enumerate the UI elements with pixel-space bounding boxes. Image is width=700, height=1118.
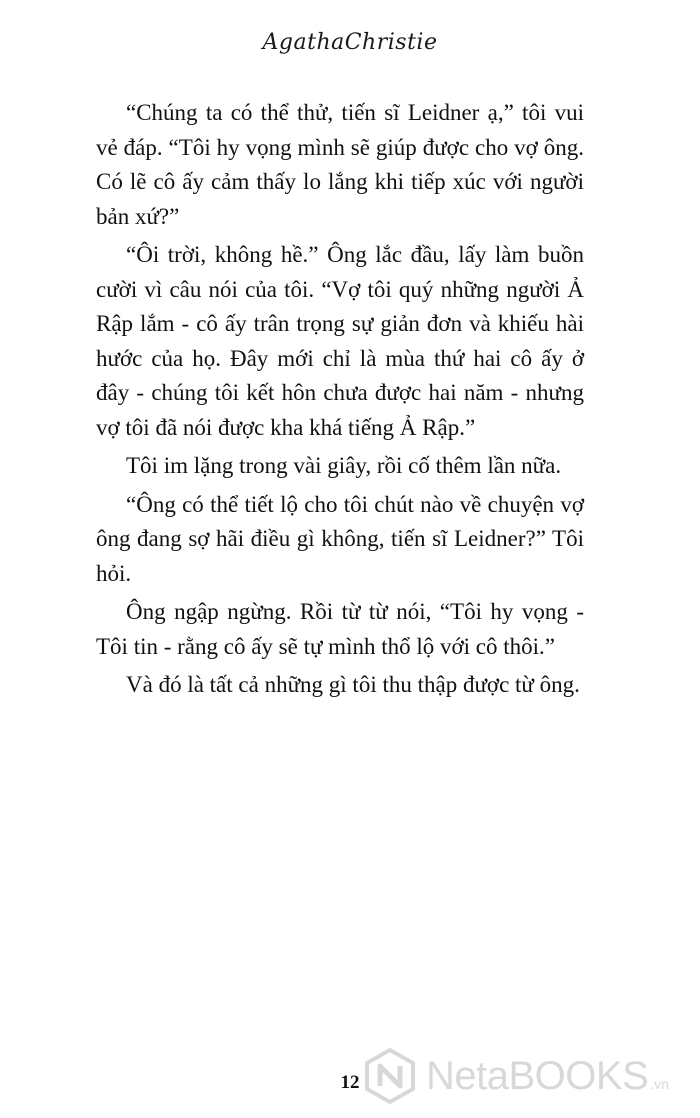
watermark bbox=[362, 1046, 669, 1106]
author-signature: AgathaChristie bbox=[262, 30, 438, 55]
paragraph: “Ông có thể tiết lộ cho tôi chút nào về chuyện vợ ông đang sợ hãi điều gì không, tiến sĩ Leidner?” Tôi hỏi. bbox=[96, 491, 584, 586]
paragraph: Ông ngập ngừng. Rồi từ từ nói, “Tôi hy vọng - Tôi tin - rằng cô ấy sẽ tự mình thổ lộ với cô thôi.” bbox=[96, 599, 584, 659]
paragraph: “Ôi trời, không hề.” Ông lắc đầu, lấy làm buồn cười vì câu nói của tôi. “Vợ tôi quý những người Ả Rập lắm - cô ấy trân trọng sự giản đơn và khiếu hài hước của họ. Đây mới chỉ là mùa thứ hai cô ấy ở đây - chúng tôi kết hôn chưa được hai năm - nhưng vợ tôi đã nói được kha khá tiếng Ả Rập.” bbox=[96, 242, 584, 440]
watermark-suffix: .vn bbox=[650, 1076, 669, 1092]
paragraph: Tôi im lặng trong vài giây, rồi cố thêm lần nữa. bbox=[126, 453, 562, 478]
page-number: 12 bbox=[340, 1072, 360, 1093]
netabooks-logo-icon bbox=[362, 1048, 418, 1104]
paragraph: “Chúng ta có thể thử, tiến sĩ Leidner ạ,” tôi vui vẻ đáp. “Tôi hy vọng mình sẽ giúp được cho vợ ông. Có lẽ cô ấy cảm thấy lo lắng khi tiếp xúc với người bản xứ?” bbox=[96, 100, 584, 229]
watermark-text: NetaBOOKS bbox=[426, 1053, 649, 1098]
body-text bbox=[96, 96, 584, 707]
paragraph: Và đó là tất cả những gì tôi thu thập được từ ông. bbox=[126, 672, 580, 697]
